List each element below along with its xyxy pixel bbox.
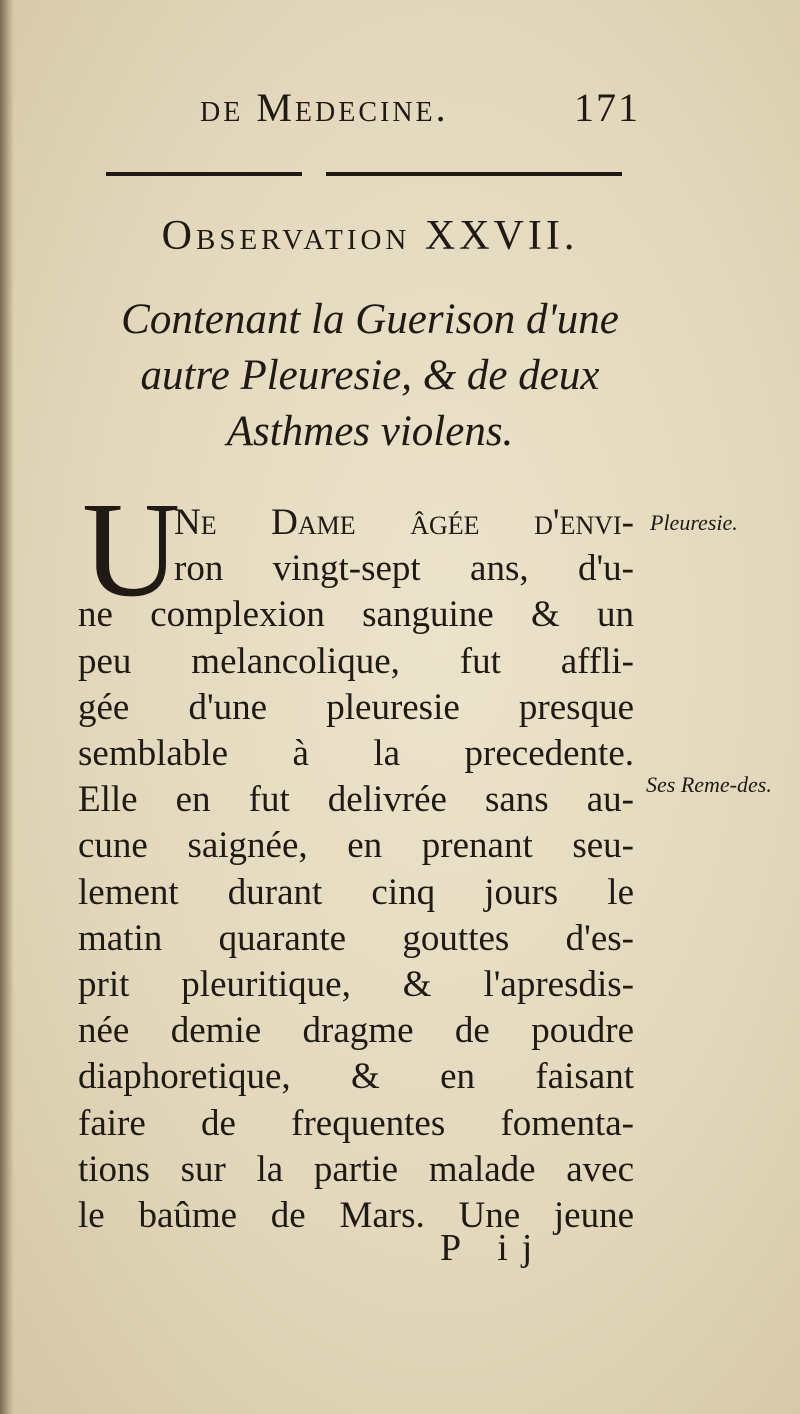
body-line: gée d'une pleuresie presque <box>78 686 634 728</box>
body-line: ne complexion sanguine & un <box>78 594 634 636</box>
body-line: née demie dragme de poudre <box>78 1010 634 1052</box>
page-gutter <box>0 0 14 1414</box>
body-line: faire de frequentes fomenta- <box>78 1102 634 1144</box>
body-line: lement durant cinq jours le <box>78 871 634 913</box>
header-rule-right <box>326 172 622 176</box>
body-line: matin quarante gouttes d'es- <box>78 917 634 959</box>
header-rule-left <box>106 172 302 176</box>
running-title: de Medecine. <box>200 85 449 130</box>
observation-title: Observation XXVII. <box>161 213 579 259</box>
page-number: 171 <box>574 85 640 130</box>
observation-subtitle <box>70 292 670 460</box>
catchword: P ij <box>440 1227 547 1269</box>
running-head <box>200 84 640 134</box>
body-line: diaphoretique, & en faisant <box>78 1056 634 1098</box>
body-line: ron vingt-sept ans, d'u- <box>174 548 634 590</box>
margin-note-pleuresie: Pleuresie. <box>650 510 738 535</box>
body-line: tions sur la partie malade avec <box>78 1148 634 1190</box>
drop-cap: U <box>82 475 181 625</box>
body-line: Elle en fut delivrée sans au- <box>78 779 634 821</box>
body-line: le baûme de Mars. Une jeune <box>78 1195 634 1237</box>
subtitle-line: Asthmes violens. <box>226 408 514 455</box>
body-line: peu melancolique, fut affli- <box>78 640 634 682</box>
body-line: cune saignée, en prenant seu- <box>78 825 634 867</box>
body-line: semblable à la precedente. <box>78 733 634 775</box>
subtitle-line: Contenant la Guerison d'une <box>121 296 619 343</box>
margin-note-remedes: Ses Reme-des. <box>646 772 772 797</box>
body-line: prit pleuritique, & l'apresdis- <box>78 964 634 1006</box>
subtitle-line: autre Pleuresie, & de deux <box>140 352 600 399</box>
body-text <box>78 500 634 1239</box>
body-line: Ne Dame âgée d'envi- <box>174 502 634 543</box>
